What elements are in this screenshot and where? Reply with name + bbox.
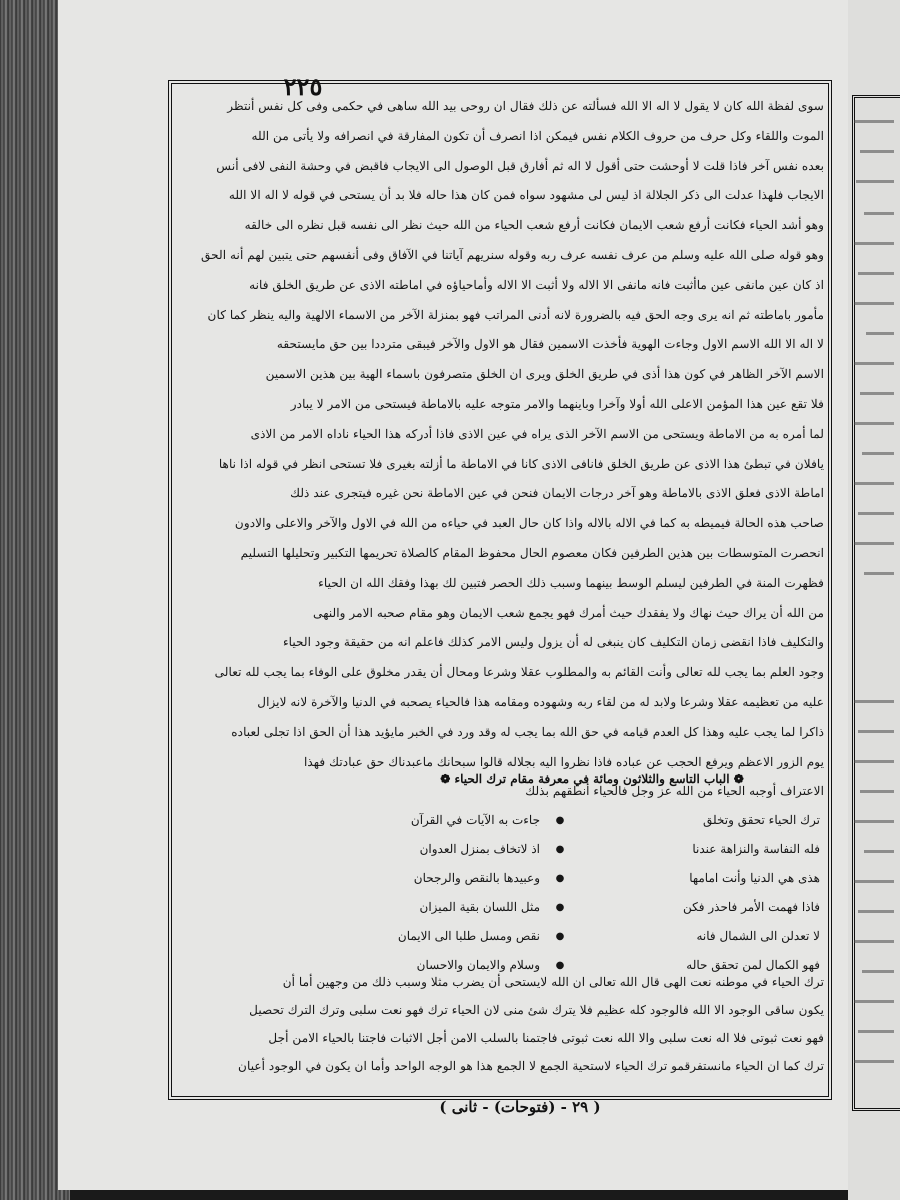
closing-line: يكون ساقى الوجود الا الله فالوجود كله عظيم فلا يترك شئ منى لان الحياء ترك فهو نعت سلبى وترك الترك تحصيل	[249, 1003, 824, 1017]
adjacent-text-line	[862, 970, 894, 973]
verse-second-hemistich: اذ لاتخاف بمنزل العدوان	[419, 842, 540, 856]
body-line: يافلان في تبطئ هذا الاذى عن طريق الخلق فانافى الاذى كانا في الاماطة ما أزلته بغيرى فلا تستحى انظر في قوله اذا ناها	[218, 456, 824, 471]
adjacent-text-line	[854, 242, 894, 245]
chapter-heading	[392, 772, 792, 786]
body-line: وهو أشد الحياء فكانت أرفع شعب الايمان فكانت أرفع شعب الحياء من الله حيث نظر الى نفسه قبل نظره الى خالقه	[244, 218, 824, 233]
poem-verse	[300, 806, 820, 835]
adjacent-text-line	[858, 1030, 894, 1033]
adjacent-text-line	[866, 332, 894, 335]
verse-first-hemistich: لا تعدلن الى الشمال فانه	[696, 929, 820, 943]
adjacent-text-line	[858, 730, 894, 733]
verse-separator-icon: ●	[555, 873, 565, 884]
body-line: اماطة الاذى فعلق الاذى بالاماطة وهو آخر درجات الايمان فنحن في عين الاماطة نحن غيره فيتجرى عند ذلك	[290, 486, 824, 501]
chapter-heading-text: الباب التاسع والثلاثون ومائة في معرفة مقام ترك الحياء	[454, 772, 730, 786]
verse-separator-icon: ●	[555, 844, 565, 855]
verse-separator-icon: ●	[555, 960, 565, 971]
heading-ornament-icon: ❁	[440, 772, 451, 786]
poem-verse	[300, 893, 820, 922]
poem-verse	[300, 864, 820, 893]
verse-first-hemistich: فاذا فهمت الأمر فاحذر فكن	[683, 900, 820, 914]
body-line: وجود العلم بما يجب لله تعالى وأنت القائم به والمطلوب عقلا وشرعا ومحال أن يقدر مخلوق على الوفاء بما يجب لله تعالى	[214, 665, 824, 680]
body-line: وهو قوله صلى الله عليه وسلم من عرف نفسه عرف ربه وقوله سنريهم آياتنا في الآفاق وفى أنفسهم حتى يتبين لهم أنه الحق	[201, 247, 824, 262]
verse-first-hemistich: فهو الكمال لمن تحقق حاله	[686, 958, 820, 972]
verse-first-hemistich: هذى هي الدنيا وأنت امامها	[689, 871, 820, 885]
adjacent-text-line	[858, 910, 894, 913]
body-line: يوم الزور الاعظم ويرفع الحجب عن عباده فاذا نظروا اليه بجلاله قالوا سبحانك ماعبدناك حق عبادتك فهذا	[304, 754, 824, 769]
body-line: الموت واللقاء وكل حرف من حروف الكلام نفس فيمكن اذا انصرف أن تكون المفارقة في انصرافه ولا يأتى من الله	[251, 128, 824, 143]
verse-second-hemistich: وعبيدها بالنقص والرجحان	[413, 871, 540, 885]
adjacent-text-line	[858, 512, 894, 515]
body-line: لا اله الا الله الاسم الاول وجاءت الهوية فأخذت الاسمين فقال هو الاول والآخر فيبقى مترددا بين حق مايستحقه	[276, 337, 824, 352]
closing-text	[176, 968, 824, 1080]
adjacent-text-line	[854, 422, 894, 425]
body-line: الاسم الآخر الظاهر في كون هذا أذى في طريق الخلق ويرى ان الخلق متصرفون باسماء الهية بين هذين الاسمين	[265, 367, 824, 382]
body-line: والتكليف فاذا انقضى زمان التكليف كان ينبغى له أن يزول وليس الامر كذلك فاعلم انه من حقيقة وجود الحياء	[282, 635, 824, 650]
body-line: لما أمره به من الاماطة ويستحى من الاسم الآخر الذى يراه في عين الاذى فاذا أدركه هذا الحياء ناداه الامر من الاذى	[250, 426, 824, 441]
body-line: من الله أن يراك حيث نهاك ولا يفقدك حيث أمرك فهو يجمع شعب الايمان وهو مقام صحبه الامر والنهى	[313, 605, 824, 620]
verse-second-hemistich: وسلام والايمان والاحسان	[416, 958, 540, 972]
adjacent-text-line	[856, 180, 894, 183]
verse-second-hemistich: مثل اللسان بقية الميزان	[419, 900, 540, 914]
adjacent-text-line	[854, 940, 894, 943]
body-line: انحصرت المتوسطات بين هذين الطرفين فكان معصوم الحال محفوظ المقام كالصلاة تحريمها التكبير وتحليلها التسليم	[240, 545, 824, 560]
adjacent-text-line	[862, 452, 894, 455]
body-line: فظهرت المنة في الطرفين ليسلم الوسط بينهما وسبب ذلك الحصر فتبين لك بهذا وفقك الله ان الحياء	[318, 575, 824, 590]
adjacent-text-line	[860, 790, 894, 793]
adjacent-text-line	[854, 302, 894, 305]
closing-line: فهو نعت ثبوتى فلا اله نعت سلبى والا الله نعت ثبوتى فاجتمنا بالسلب الامن أجل الاثبات فاجتنا بالحياء الامن أجل	[268, 1031, 824, 1045]
verse-separator-icon: ●	[555, 902, 565, 913]
adjacent-text-line	[860, 392, 894, 395]
adjacent-text-line	[854, 482, 894, 485]
adjacent-page	[848, 0, 900, 1200]
body-line: الايجاب فلهذا عدلت الى ذكر الجلالة اذ ليس لى مشهود سواه فمن كان هذا حاله فلا بد أن يستحى في قوله لا اله الا الله	[228, 188, 824, 203]
adjacent-text-line	[854, 362, 894, 365]
poem-verse	[300, 835, 820, 864]
verse-second-hemistich: جاءت به الآيات في القرآن	[410, 813, 540, 827]
adjacent-text-line	[854, 880, 894, 883]
adjacent-text-line	[860, 150, 894, 153]
adjacent-text-line	[854, 700, 894, 703]
body-line: بعده نفس آخر فاذا قلت لا أوحشت حتى أقول لا اله ثم أفارق قبل الوصول الى الايجاب فاقبض في وحشة النفى لافى أنس	[216, 158, 824, 173]
verse-separator-icon: ●	[555, 931, 565, 942]
adjacent-text-line	[854, 820, 894, 823]
poem-verse	[300, 922, 820, 951]
closing-line: ترك الحياء في موطنه نعت الهى قال الله تعالى ان الله لايستحى أن يضرب مثلا وسبب ذلك من وجهين أما أن	[282, 975, 824, 989]
adjacent-text-line	[854, 1060, 894, 1063]
body-line: مأمور باماطته ثم انه يرى وجه الحق فيه بالضرورة لانه أدنى المراتب فهو بمنزلة الآخر من الاسماء الالهية واليه ينظر كما كان	[207, 307, 824, 322]
verse-separator-icon: ●	[555, 815, 565, 826]
body-line: صاحب هذه الحالة فيميطه به كما في الاله بالاله واذا كان حال العبد في حياءه من الله في الاول والآخر والاعلى والادون	[234, 516, 824, 531]
closing-line: ترك كما ان الحياء مانستفرقمو ترك الحياء لاستحية الجمع لا الجمع هذا هو الوجه الواحد وأما ان يكون في الوجود أعيان	[238, 1059, 824, 1073]
verse-first-hemistich: ترك الحياء تحقق وتخلق	[703, 813, 820, 827]
adjacent-text-line	[854, 1000, 894, 1003]
verse-second-hemistich: نقص ومسل طلبا الى الايمان	[397, 929, 540, 943]
body-line: سوى لفظة الله كان لا يقول لا اله الا الله فسألته عن ذلك فقال ان روحى بيد الله ساهى في حكمى وفى كل نفس أنتظر	[227, 99, 824, 113]
adjacent-text-line	[854, 120, 894, 123]
body-line: اذ كان عين مانفى عين ماأثبت فانه مانفى الا الاله ولا أثبت الا الاله وأماحياؤه في اماطته الاذى عن طريق الخلق فانه	[249, 277, 824, 292]
poem	[300, 806, 820, 980]
body-line: ذاكرا لما يجب عليه وهذا كل العدم قيامه في حق الله بما يجب له وقد ورد في الخبر مايؤيد هذا أن الحق اذا تجلى لعباده	[231, 724, 824, 739]
page-footer-signature: ( ٢٩ - (فتوحات) - ثانى )	[439, 1098, 601, 1116]
adjacent-text-line	[858, 272, 894, 275]
page-number: ٢٢٥	[283, 72, 323, 101]
adjacent-text-line	[864, 212, 894, 215]
verse-first-hemistich: فله النفاسة والنزاهة عندنا	[692, 842, 820, 856]
adjacent-text-line	[854, 760, 894, 763]
adjacent-text-line	[864, 572, 894, 575]
adjacent-text-line	[864, 850, 894, 853]
adjacent-page-frame	[852, 95, 900, 1111]
body-line: فلا تقع عين هذا المؤمن الاعلى الله أولا وآخرا وباينهما والامر متوجه عليه بالاماطة فيستحى من الامر لا يبادر	[290, 396, 824, 411]
adjacent-text-line	[854, 542, 894, 545]
body-text	[176, 92, 824, 807]
heading-ornament-icon: ❁	[733, 772, 744, 786]
body-line: الاعتراف أوجبه الحياء من الله عز وجل فالحياء أنطقهم بذلك	[525, 784, 824, 799]
body-line: عليه من تعظيمه عقلا وشرعا ولابد له من لقاء ربه وشهوده ومقامه هذا فالحياء يصحبه في الدنيا والآخرة لانه لايزال	[257, 694, 824, 709]
